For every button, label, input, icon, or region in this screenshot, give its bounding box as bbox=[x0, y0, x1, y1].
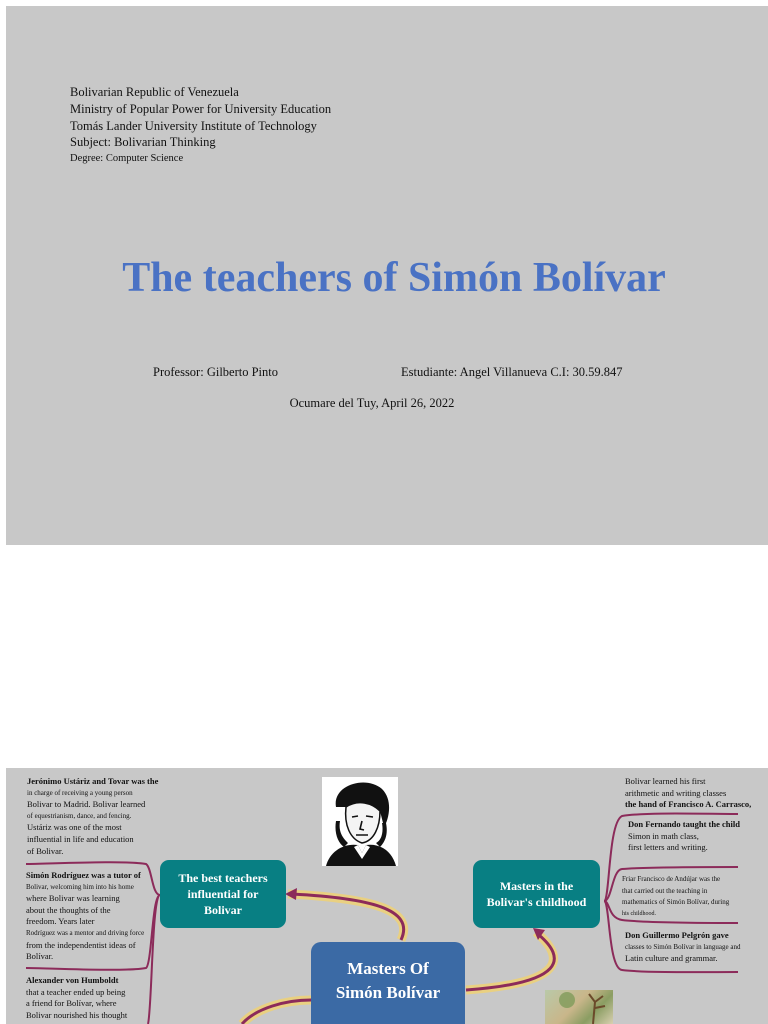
note-humboldt bbox=[26, 975, 127, 1021]
box-line: Bolivar bbox=[203, 903, 242, 917]
note-line: arithmetic and writing classes bbox=[625, 787, 727, 798]
note-line: of Bolivar. bbox=[27, 845, 64, 856]
note-bold: Jerónimo Ustáriz and Tovar was the bbox=[27, 776, 159, 786]
note-line: that a teacher ended up being bbox=[26, 986, 126, 997]
institution-block bbox=[70, 84, 331, 168]
institution-line: Bolivarian Republic of Venezuela bbox=[70, 85, 239, 99]
childhood-masters-box[interactable] bbox=[473, 860, 600, 928]
place-date: Ocumare del Tuy, April 26, 2022 bbox=[289, 396, 455, 410]
note-line: classes to Simón Bolívar in language and bbox=[625, 942, 741, 951]
note-line: a friend for Bolívar, where bbox=[26, 998, 117, 1009]
portrait-icon bbox=[322, 777, 398, 866]
note-line: that carried out the teaching in bbox=[622, 886, 708, 895]
note-line: of equestrianism, dance, and fencing. bbox=[27, 811, 132, 820]
note-line: Bolívar. bbox=[26, 951, 54, 962]
box-line: Masters in the bbox=[499, 879, 574, 893]
note-line: Friar Francisco de Andújar was the bbox=[622, 875, 721, 883]
best-teachers-box[interactable] bbox=[160, 860, 286, 928]
note-bold: Don Fernando taught the child bbox=[628, 819, 740, 829]
note-line: first letters and writing. bbox=[628, 842, 708, 853]
note-line: influential in life and education bbox=[27, 833, 134, 844]
note-line: Latin culture and grammar. bbox=[625, 953, 718, 964]
note-bold: Alexander von Humboldt bbox=[26, 975, 119, 985]
note-line: where Bolivar was learning bbox=[26, 893, 120, 904]
note-line: Simon in math class, bbox=[628, 830, 699, 841]
note-line: in charge of receiving a young person bbox=[27, 788, 133, 797]
note-pelgron bbox=[625, 930, 740, 965]
box-line: The best teachers bbox=[178, 871, 268, 885]
note-line: Bolivar to Madrid. Bolivar learned bbox=[27, 799, 146, 810]
note-line: mathematics of Simón Bolívar, during bbox=[622, 898, 730, 907]
painting-icon bbox=[545, 990, 613, 1024]
connector-glow bbox=[466, 932, 553, 990]
institution-line: Subject: Bolivarian Thinking bbox=[70, 135, 216, 150]
note-line: his childhood. bbox=[622, 910, 656, 917]
center-line: Masters Of bbox=[347, 959, 429, 978]
center-line: Simón Bolívar bbox=[335, 983, 441, 1002]
note-ustariz bbox=[27, 776, 158, 857]
note-line: about the thoughts of the bbox=[26, 904, 111, 915]
note-line: Ustáriz was one of the most bbox=[27, 822, 122, 833]
title-slide bbox=[6, 6, 768, 545]
note-bold: Don Guillermo Pelgrón gave bbox=[625, 930, 729, 940]
institution-line: Ministry of Popular Power for University Education bbox=[70, 101, 332, 116]
note-carrasco bbox=[625, 776, 751, 811]
note-line: Bolivar nourished his thought bbox=[26, 1009, 128, 1020]
note-andujar bbox=[622, 874, 729, 920]
student-line: Estudiante: Angel Villanueva C.I: 30.59.847 bbox=[401, 365, 623, 379]
note-line: freedom. Years later bbox=[26, 916, 95, 927]
institution-line: Degree: Computer Science bbox=[70, 153, 184, 165]
central-topic-box[interactable] bbox=[311, 942, 465, 1024]
institution-line: Tomás Lander University Institute of Technology bbox=[70, 118, 317, 133]
connector-glow bbox=[288, 894, 404, 940]
note-bold: the hand of Francisco A. Carrasco, bbox=[625, 799, 752, 810]
note-bold: was a tutor of bbox=[89, 870, 141, 880]
note-line: from the independentist ideas of bbox=[26, 939, 136, 950]
note-line: Bolivar, welcoming him into his home bbox=[26, 882, 134, 891]
note-line: Bolivar learned his first bbox=[625, 776, 706, 786]
painting-image bbox=[545, 990, 613, 1024]
bolivar-portrait-image bbox=[322, 777, 398, 866]
slide-title: The teachers of Simón Bolívar bbox=[122, 255, 666, 301]
box-line: influential for bbox=[187, 887, 259, 901]
note-fernando bbox=[628, 819, 740, 854]
note-bold: Simón Rodríguez bbox=[26, 870, 90, 880]
box-line: Bolivar's childhood bbox=[486, 895, 587, 909]
note-rodriguez bbox=[26, 870, 144, 963]
mind-map-slide bbox=[6, 768, 768, 1024]
professor-line: Professor: Gilberto Pinto bbox=[153, 365, 278, 379]
note-line: Rodríguez was a mentor and driving force bbox=[26, 928, 145, 937]
